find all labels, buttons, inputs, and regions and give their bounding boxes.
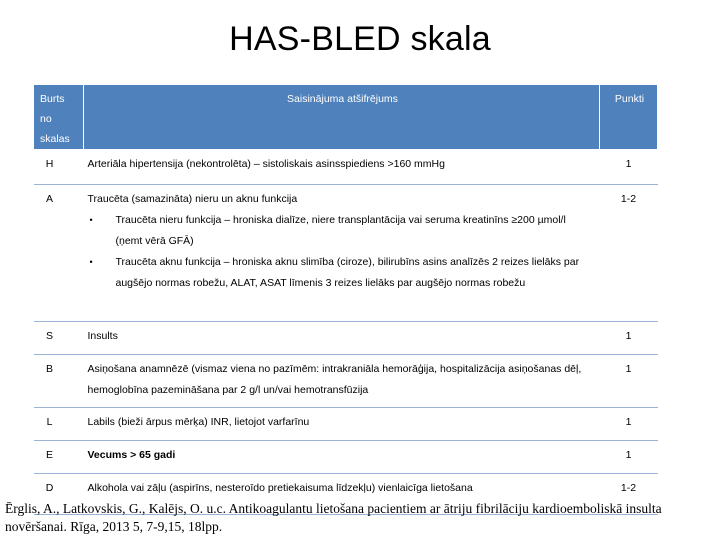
table-row bbox=[34, 408, 658, 441]
row-description: Insults bbox=[84, 322, 600, 355]
row-points: 1 bbox=[600, 150, 658, 185]
row-letter: A bbox=[34, 185, 84, 322]
table-row bbox=[34, 150, 658, 185]
row-description: Arteriāla hipertensija (nekontrolēta) – sistoliskais asinsspiediens >160 mmHg bbox=[84, 150, 600, 185]
row-description: Asiņošana anamnēzē (vismaz viena no pazīmēm: intrakraniāla hemorāģija, hospitalizācija asiņošanas dēļ, hemoglobīna pazemināšana par 2 g/l un/vai hemotransfūzija bbox=[84, 355, 600, 408]
row-letter: D bbox=[34, 474, 84, 515]
row-letter: H bbox=[34, 150, 84, 185]
table-row bbox=[34, 355, 658, 408]
row-letter: B bbox=[34, 355, 84, 408]
row-points: 1 bbox=[600, 355, 658, 408]
sub-criteria-list bbox=[88, 210, 596, 294]
table-row bbox=[34, 322, 658, 355]
list-item bbox=[88, 210, 596, 252]
row-points: 1 bbox=[600, 441, 658, 474]
sub-criterion-text: Traucēta aknu funkcija – hroniska aknu slimība (ciroze), bilirubīns asins analīzēs 2 reizes lielāks par augšējo normas robežu, ALAT, ASAT līmenis 3 reizes lielāks par augšējo normas robežu bbox=[115, 256, 580, 289]
table-row bbox=[34, 441, 658, 474]
row-points: 1 bbox=[600, 322, 658, 355]
header-description: Saisinājuma atšifrējums bbox=[84, 85, 600, 150]
has-bled-table bbox=[33, 84, 658, 515]
header-letter: Burts no skalas bbox=[34, 85, 84, 150]
table-header-row bbox=[34, 85, 658, 150]
row-letter: S bbox=[34, 322, 84, 355]
row-description: Labils (bieži ārpus mērķa) INR, lietojot varfarīnu bbox=[84, 408, 600, 441]
table-row bbox=[34, 185, 658, 322]
bullet-icon: • bbox=[89, 215, 93, 225]
row-points: 1-2 bbox=[600, 185, 658, 322]
bullet-icon: • bbox=[89, 257, 93, 267]
row-description: Vecums > 65 gadi bbox=[84, 441, 600, 474]
row-letter: L bbox=[34, 408, 84, 441]
list-item bbox=[88, 252, 596, 294]
header-points: Punkti bbox=[600, 85, 658, 150]
row-description: Traucēta (samazināta) nieru un aknu funkcija bbox=[87, 193, 298, 205]
row-points: 1-2 bbox=[600, 474, 658, 515]
reference-citation: Ērglis, A., Latkovskis, G., Kalējs, O. u.c. Antikoagulantu lietošana pacientiem ar ātriju fibrilāciju kardioemboliskā insulta novēršanai. Rīga, 2013 5, 7-9,15, 18lpp. bbox=[5, 501, 662, 534]
row-letter: E bbox=[34, 441, 84, 474]
row-description: Alkohola vai zāļu (aspirīns, nesteroīdo pretiekaisuma līdzekļu) vienlaicīga lietošana bbox=[84, 474, 600, 515]
row-points: 1 bbox=[600, 408, 658, 441]
page-title: HAS-BLED skala bbox=[229, 20, 491, 58]
row-description-cell bbox=[84, 185, 600, 322]
sub-criterion-text: Traucēta nieru funkcija – hroniska dialīze, niere transplantācija vai seruma kreatinīns ≥200 µmol/l (ņemt vērā GFĀ) bbox=[115, 214, 566, 247]
